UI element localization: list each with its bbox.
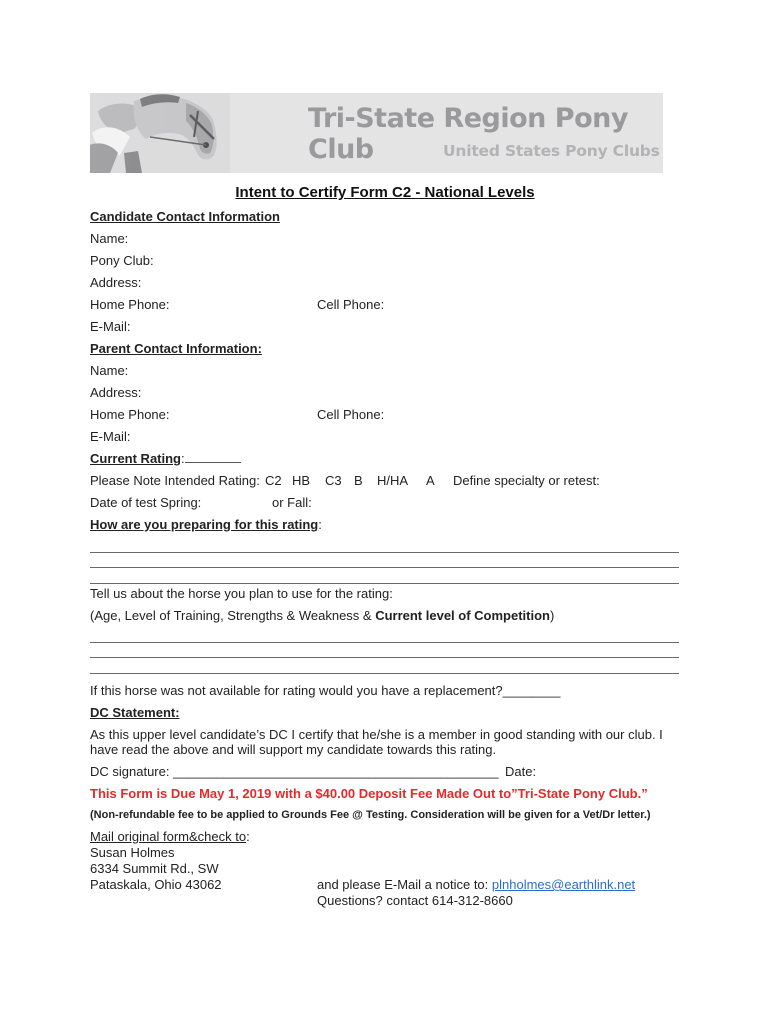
current-rating-blank[interactable] bbox=[185, 451, 241, 463]
preparing-row bbox=[90, 517, 322, 532]
rating-option-a[interactable]: A bbox=[426, 473, 435, 488]
dc-heading: DC Statement: bbox=[90, 705, 180, 720]
dc-date-label: Date: bbox=[505, 764, 537, 779]
horse-details-post: ) bbox=[549, 608, 555, 623]
parent-heading: Parent Contact Information: bbox=[90, 341, 262, 356]
dc-statement-line-1: As this upper level candidate’s DC I certify that he/she is a member in good standing with our club. I bbox=[90, 727, 663, 742]
current-rating-colon: : bbox=[181, 451, 185, 466]
email-notice-prefix: and please E-Mail a notice to: bbox=[317, 877, 492, 892]
preparing-colon: : bbox=[318, 517, 322, 532]
horse-details-pre: (Age, Level of Training, Strengths & Weakness & bbox=[90, 608, 376, 623]
test-date-fall-label: or Fall: bbox=[272, 495, 312, 510]
mail-label-colon: : bbox=[246, 829, 250, 844]
candidate-heading: Candidate Contact Information bbox=[90, 209, 280, 224]
candidate-pony-club-label: Pony Club: bbox=[90, 253, 154, 268]
header-banner bbox=[90, 93, 663, 173]
rating-option-c3[interactable]: C3 bbox=[325, 473, 342, 488]
org-name: Tri-State Region Pony Club bbox=[308, 103, 628, 165]
horse-details-bold: Current level of Competition bbox=[375, 608, 550, 623]
horse-answer-line-1[interactable] bbox=[90, 642, 679, 643]
contact-email-link[interactable]: plnholmes@earthlink.net bbox=[491, 877, 636, 892]
current-rating-row bbox=[90, 451, 241, 466]
org-subtitle: United States Pony Clubs bbox=[443, 142, 660, 160]
rating-option-c2[interactable]: C2 bbox=[265, 473, 282, 488]
mail-city: Pataskala, Ohio 43062 bbox=[90, 877, 222, 892]
preparing-answer-line-1[interactable] bbox=[90, 552, 679, 553]
due-notice: This Form is Due May 1, 2019 with a $40.00 Deposit Fee Made Out to”Tri-State Pony Club.” bbox=[90, 786, 648, 801]
horse-prompt: Tell us about the horse you plan to use for the rating: bbox=[90, 586, 393, 601]
parent-home-phone-label: Home Phone: bbox=[90, 407, 170, 422]
parent-cell-phone-label: Cell Phone: bbox=[317, 407, 385, 422]
rating-option-h-ha[interactable]: H/HA bbox=[377, 473, 409, 488]
current-rating-label: Current Rating bbox=[90, 451, 181, 466]
rating-option-b[interactable]: B bbox=[354, 473, 363, 488]
rating-option-hb[interactable]: HB bbox=[292, 473, 311, 488]
candidate-home-phone-label: Home Phone: bbox=[90, 297, 170, 312]
horse-answer-line-2[interactable] bbox=[90, 657, 679, 658]
horse-details-prompt bbox=[90, 608, 554, 623]
mail-street: 6334 Summit Rd., SW bbox=[90, 861, 219, 876]
define-specialty-label: Define specialty or retest: bbox=[453, 473, 600, 488]
dc-statement-line-2: have read the above and will support my candidate towards this rating. bbox=[90, 742, 497, 757]
preparing-label: How are you preparing for this rating bbox=[90, 517, 319, 532]
preparing-answer-line-3[interactable] bbox=[90, 583, 679, 584]
test-date-spring-label: Date of test Spring: bbox=[90, 495, 202, 510]
questions-contact: Questions? contact 614-312-8660 bbox=[317, 893, 513, 908]
replacement-question: If this horse was not available for rating would you have a replacement?________ bbox=[90, 683, 561, 698]
candidate-email-label: E-Mail: bbox=[90, 319, 131, 334]
intended-rating-label: Please Note Intended Rating: bbox=[90, 473, 260, 488]
mail-label-row bbox=[90, 829, 250, 844]
parent-email-label: E-Mail: bbox=[90, 429, 131, 444]
preparing-answer-line-2[interactable] bbox=[90, 567, 679, 568]
parent-name-label: Name: bbox=[90, 363, 129, 378]
candidate-cell-phone-label: Cell Phone: bbox=[317, 297, 385, 312]
email-notice-row bbox=[317, 877, 635, 892]
mail-recipient-name: Susan Holmes bbox=[90, 845, 175, 860]
parent-address-label: Address: bbox=[90, 385, 142, 400]
form-title: Intent to Certify Form C2 - National Levels bbox=[235, 184, 535, 201]
dc-signature-label: DC signature: _____________________________________________ bbox=[90, 764, 499, 779]
candidate-address-label: Address: bbox=[90, 275, 142, 290]
mail-label: Mail original form&check to bbox=[90, 829, 247, 844]
fee-note: (Non-refundable fee to be applied to Grounds Fee @ Testing. Consideration will be given for a Vet/Dr letter.) bbox=[90, 809, 651, 821]
horse-rider-logo bbox=[90, 93, 230, 173]
candidate-name-label: Name: bbox=[90, 231, 129, 246]
horse-answer-line-3[interactable] bbox=[90, 673, 679, 674]
